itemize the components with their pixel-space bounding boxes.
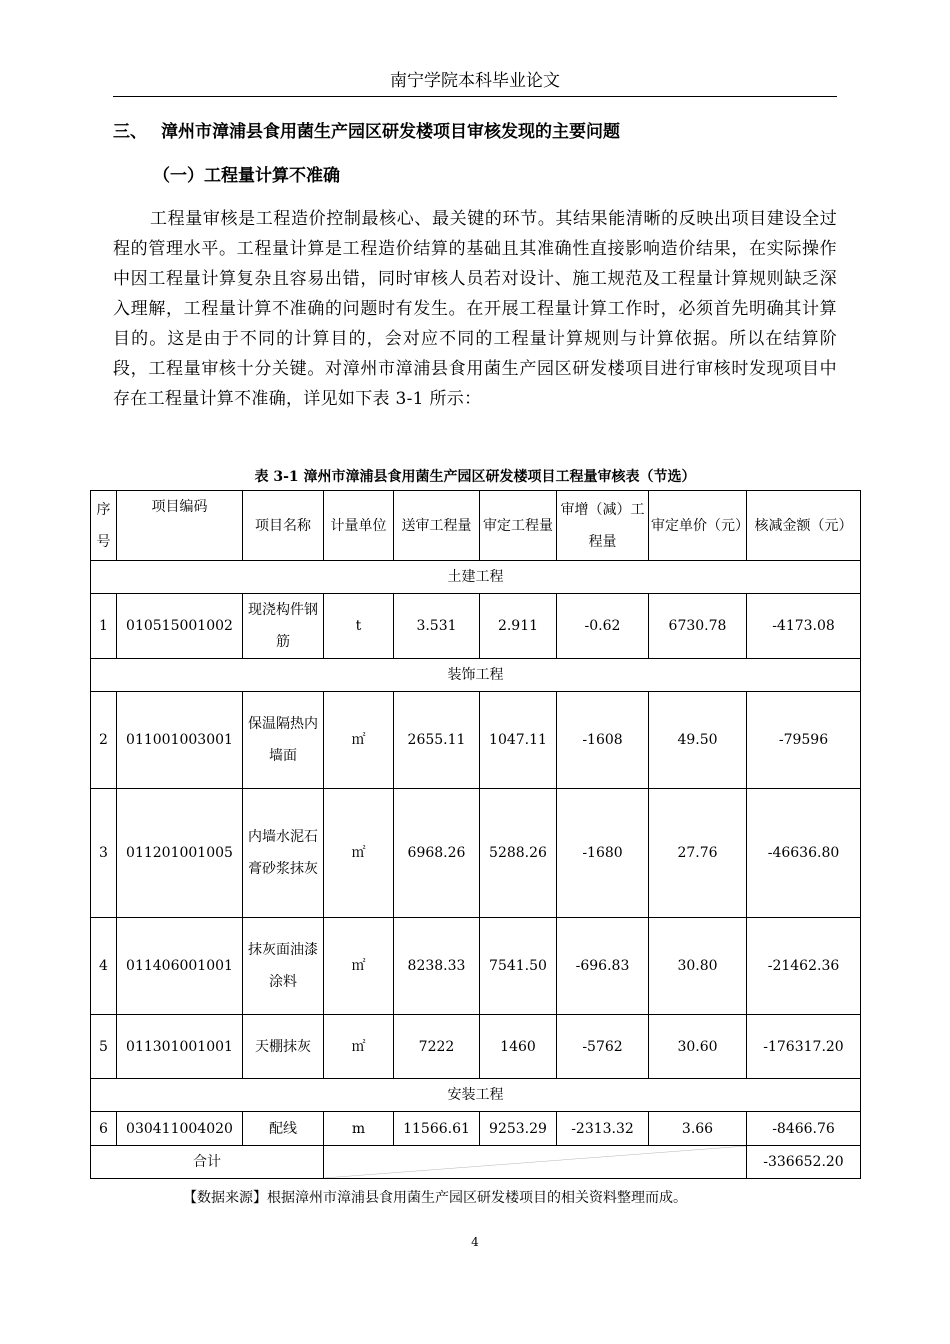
cell-approved: 5288.26 (480, 789, 557, 918)
cell-reduction: -8466.76 (747, 1112, 861, 1146)
section-label: 土建工程 (91, 561, 861, 594)
page-header: 南宁学院本科毕业论文 (113, 66, 837, 97)
cell-submitted: 3.531 (394, 594, 480, 659)
header-reduction: 核减金额（元） (747, 491, 861, 561)
cell-code: 011406001001 (117, 918, 243, 1015)
table-caption: 表 3-1 漳州市漳浦县食用菌生产园区研发楼项目工程量审核表（节选） (254, 469, 696, 485)
cell-approved: 1460 (480, 1015, 557, 1079)
cell-approved: 2.911 (480, 594, 557, 659)
section-row-decor (91, 659, 861, 692)
cell-unit: ㎡ (324, 1015, 394, 1079)
header-approved: 审定工程量 (480, 491, 557, 561)
cell-name: 配线 (243, 1112, 324, 1146)
cell-reduction: -79596 (747, 692, 861, 789)
header-diff: 审增（减）工程量 (557, 491, 649, 561)
cell-reduction: -46636.80 (747, 789, 861, 918)
cell-reduction: -21462.36 (747, 918, 861, 1015)
cell-submitted: 11566.61 (394, 1112, 480, 1146)
total-reduction: -336652.20 (747, 1146, 861, 1179)
section-label: 装饰工程 (91, 659, 861, 692)
header-unit: 计量单位 (324, 491, 394, 561)
table-header-row (91, 491, 861, 561)
cell-unit: ㎡ (324, 789, 394, 918)
header-seq: 序号 (91, 491, 117, 561)
cell-approved: 1047.11 (480, 692, 557, 789)
table-row (91, 594, 861, 659)
cell-reduction: -176317.20 (747, 1015, 861, 1079)
cell-name: 内墙水泥石膏砂浆抹灰 (243, 789, 324, 918)
cell-name: 抹灰面油漆涂料 (243, 918, 324, 1015)
table-row (91, 1015, 861, 1079)
cell-diff: -2313.32 (557, 1112, 649, 1146)
cell-code: 010515001002 (117, 594, 243, 659)
cell-price: 27.76 (649, 789, 747, 918)
header-price: 审定单价（元） (649, 491, 747, 561)
cell-price: 6730.78 (649, 594, 747, 659)
section-number: 三、 (113, 122, 147, 142)
section-row-civil (91, 561, 861, 594)
subsection-heading: （一）工程量计算不准确 (153, 166, 340, 186)
body-paragraph: 工程量审核是工程造价控制最核心、最关键的环节。其结果能清晰的反映出项目建设全过程的管理水平。工程量计算是工程造价结算的基础且其准确性直接影响造价结果，在实际操作中因工程量计算复杂且容易出错，同时审核人员若对设计、施工规范及工程量计算规则缺乏深入理解，工程量计算不准确的问题时有发生。在开展工程量计算工作时，必须首先明确其计算目的。这是由于不同的计算目的，会对应不同的工程量计算规则与计算依据。所以在结算阶段，工程量审核十分关键。对漳州市漳浦县食用菌生产园区研发楼项目进行审核时发现项目中存在工程量计算不准确，详见如下表 3-1 所示： (113, 209, 837, 409)
table-row (91, 1112, 861, 1146)
total-row (91, 1146, 861, 1179)
section-heading (113, 118, 620, 146)
diagonal-line (324, 1146, 746, 1178)
total-label: 合计 (91, 1146, 324, 1179)
table-row (91, 692, 861, 789)
cell-price: 3.66 (649, 1112, 747, 1146)
cell-unit: t (324, 594, 394, 659)
cell-diff: -1608 (557, 692, 649, 789)
cell-seq: 6 (91, 1112, 117, 1146)
cell-diff: -0.62 (557, 594, 649, 659)
section-title: 漳州市漳浦县食用菌生产园区研发楼项目审核发现的主要问题 (161, 122, 620, 142)
cell-code: 011001003001 (117, 692, 243, 789)
cell-code: 011201001005 (117, 789, 243, 918)
cell-submitted: 8238.33 (394, 918, 480, 1015)
cell-price: 30.80 (649, 918, 747, 1015)
cell-name: 天棚抹灰 (243, 1015, 324, 1079)
cell-code: 011301001001 (117, 1015, 243, 1079)
cell-submitted: 6968.26 (394, 789, 480, 918)
cell-submitted: 2655.11 (394, 692, 480, 789)
cell-seq: 3 (91, 789, 117, 918)
table-row (91, 918, 861, 1015)
cell-code: 030411004020 (117, 1112, 243, 1146)
cell-reduction: -4173.08 (747, 594, 861, 659)
cell-approved: 7541.50 (480, 918, 557, 1015)
section-row-install (91, 1079, 861, 1112)
cell-seq: 1 (91, 594, 117, 659)
cell-price: 49.50 (649, 692, 747, 789)
cell-submitted: 7222 (394, 1015, 480, 1079)
cell-name: 现浇构件钢筋 (243, 594, 324, 659)
cell-unit: ㎡ (324, 918, 394, 1015)
section-label: 安装工程 (91, 1079, 861, 1112)
total-blank-diagonal (324, 1146, 747, 1179)
cell-diff: -5762 (557, 1015, 649, 1079)
source-note: 【数据来源】根据漳州市漳浦县食用菌生产园区研发楼项目的相关资料整理而成。 (183, 1190, 687, 1206)
audit-table (90, 490, 861, 1179)
cell-seq: 2 (91, 692, 117, 789)
header-submitted: 送审工程量 (394, 491, 480, 561)
cell-approved: 9253.29 (480, 1112, 557, 1146)
header-name: 项目名称 (243, 491, 324, 561)
cell-diff: -696.83 (557, 918, 649, 1015)
page-number: 4 (471, 1235, 479, 1249)
cell-diff: -1680 (557, 789, 649, 918)
cell-name: 保温隔热内墙面 (243, 692, 324, 789)
cell-unit: ㎡ (324, 692, 394, 789)
header-code: 项目编码 (117, 491, 243, 561)
cell-unit: m (324, 1112, 394, 1146)
cell-price: 30.60 (649, 1015, 747, 1079)
cell-seq: 4 (91, 918, 117, 1015)
table-row (91, 789, 861, 918)
cell-seq: 5 (91, 1015, 117, 1079)
